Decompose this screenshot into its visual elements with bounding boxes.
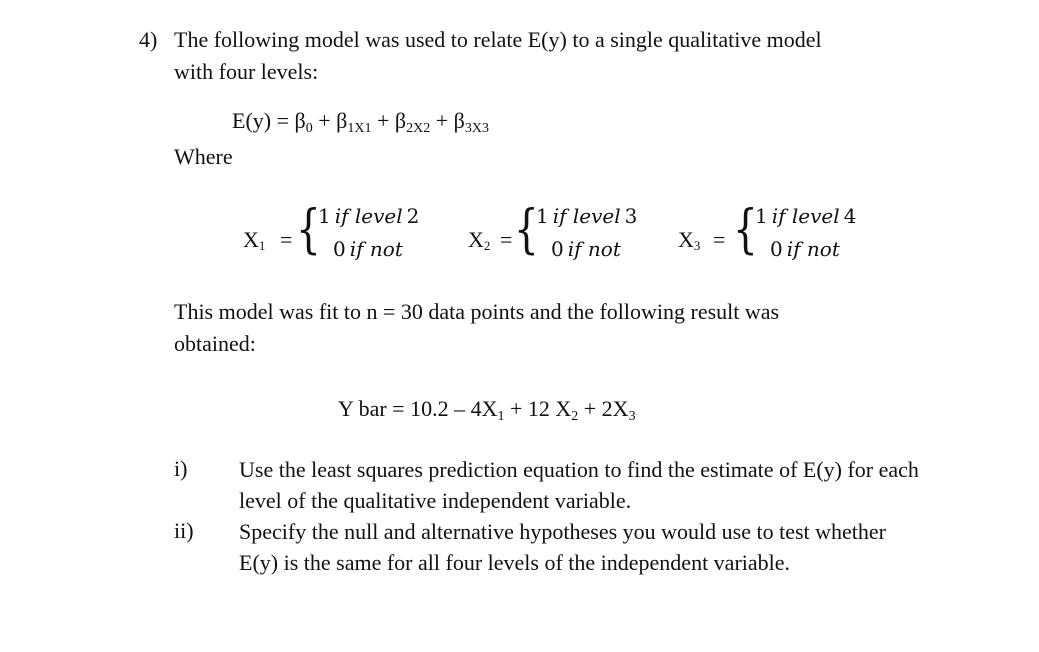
left-brace-icon: { — [733, 200, 758, 260]
case-level: 1 if level 2 — [318, 204, 420, 228]
beta-3-term: 3X3 — [464, 121, 489, 136]
left-brace-icon: { — [296, 200, 321, 260]
case-not: 0 if not — [770, 237, 840, 261]
item-text-ii: Specify the null and alternative hypotheses you would use to test whether E(y) is the same for all four levels of the independent variable. — [239, 519, 887, 575]
fit-text-line-2: obtained: — [174, 331, 256, 356]
model-equation — [232, 108, 489, 137]
plus: + — [371, 108, 395, 133]
case-level: 1 if level 4 — [755, 204, 857, 228]
beta-2-term: 2X2 — [406, 121, 431, 136]
dummy-variable-x1: X1 — [243, 227, 266, 253]
dummy-variable-x3: X3 — [678, 227, 701, 253]
equals-sign: = — [280, 227, 293, 252]
beta-2: β — [394, 108, 407, 133]
left-brace-icon: { — [514, 200, 539, 260]
plus: + — [430, 108, 454, 133]
beta-3: β — [453, 108, 465, 133]
question-text-line-2: with four levels: — [174, 59, 319, 84]
where-label: Where — [174, 144, 233, 169]
case-not: 0 if not — [551, 237, 621, 261]
fitted-equation: Y bar = $10.2 - 4X_1 + 12$ $X_2 + 2X_3$ — [338, 396, 636, 424]
plus: + — [312, 108, 337, 133]
equals-sign: = — [713, 227, 726, 252]
model-lhs: E(y) = — [232, 108, 295, 133]
beta-0: β — [294, 108, 306, 133]
equals-sign: = — [500, 227, 513, 252]
case-not: 0 if not — [333, 237, 403, 261]
question-text-line-1: The following model was used to relate E(y) to a single qualitative model — [174, 27, 822, 52]
beta-1: β — [336, 108, 348, 133]
item-label-i: i) — [174, 456, 188, 481]
fit-text-line-1: This model was fit to n = 30 data points and the following result was — [174, 299, 780, 324]
dummy-variable-x2: X2 — [468, 227, 491, 253]
case-level: 1 if level 3 — [536, 204, 638, 228]
beta-1-term: 1X1 — [347, 121, 372, 136]
beta-0-subscript: 0 — [305, 121, 313, 136]
item-label-ii: ii) — [174, 518, 194, 543]
item-text-i: Use the least squares prediction equation to find the estimate of E(y) for each level of the qualitative independent variable. — [239, 457, 919, 513]
question-number: 4) — [139, 27, 158, 52]
